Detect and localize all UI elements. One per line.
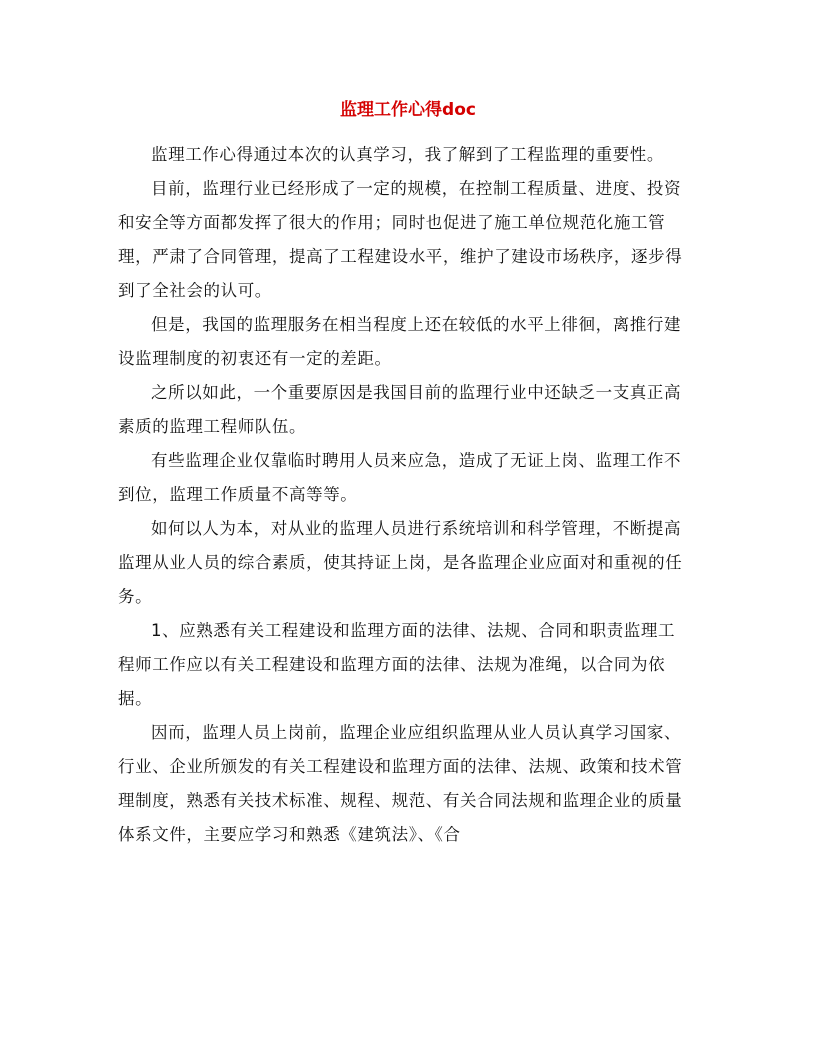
paragraph: 有些监理企业仅靠临时聘用人员来应急，造成了无证上岗、监理工作不到位，监理工作质量不高等等。 (118, 451, 682, 504)
paragraph: 因而，监理人员上岗前，监理企业应组织监理从业人员认真学习国家、行业、企业所颁发的有关工程建设和监理方面的法律、法规、政策和技术管理制度，熟悉有关技术标准、规程、规范、有关合同法规和监理企业的质量体系文件，主要应学习和熟悉《建筑法》、《合 (118, 723, 683, 844)
paragraph: 如何以人为本，对从业的监理人员进行系统培训和科学管理，不断提高监理从业人员的综合素质，使其持证上岗，是各监理企业应面对和重视的任务。 (118, 519, 683, 606)
document-title: 监理工作心得doc (340, 100, 476, 120)
paragraph: 但是，我国的监理服务在相当程度上还在较低的水平上徘徊，离推行建设监理制度的初衷还有一定的差距。 (118, 315, 682, 368)
paragraph: 1、应熟悉有关工程建设和监理方面的法律、法规、合同和职责监理工程师工作应以有关工程建设和监理方面的法律、法规为准绳，以合同为依据。 (118, 621, 676, 708)
paragraph: 目前，监理行业已经形成了一定的规模，在控制工程质量、进度、投资和安全等方面都发挥了很大的作用；同时也促进了施工单位规范化施工管理，严肃了合同管理，提高了工程建设水平，维护了建设市场秩序，逐步得到了全社会的认可。 (118, 179, 683, 300)
paragraph: 之所以如此，一个重要原因是我国目前的监理行业中还缺乏一支真正高素质的监理工程师队伍。 (118, 383, 682, 436)
paragraph: 监理工作心得通过本次的认真学习，我了解到了工程监理的重要性。 (151, 145, 664, 164)
document-body (118, 138, 690, 852)
